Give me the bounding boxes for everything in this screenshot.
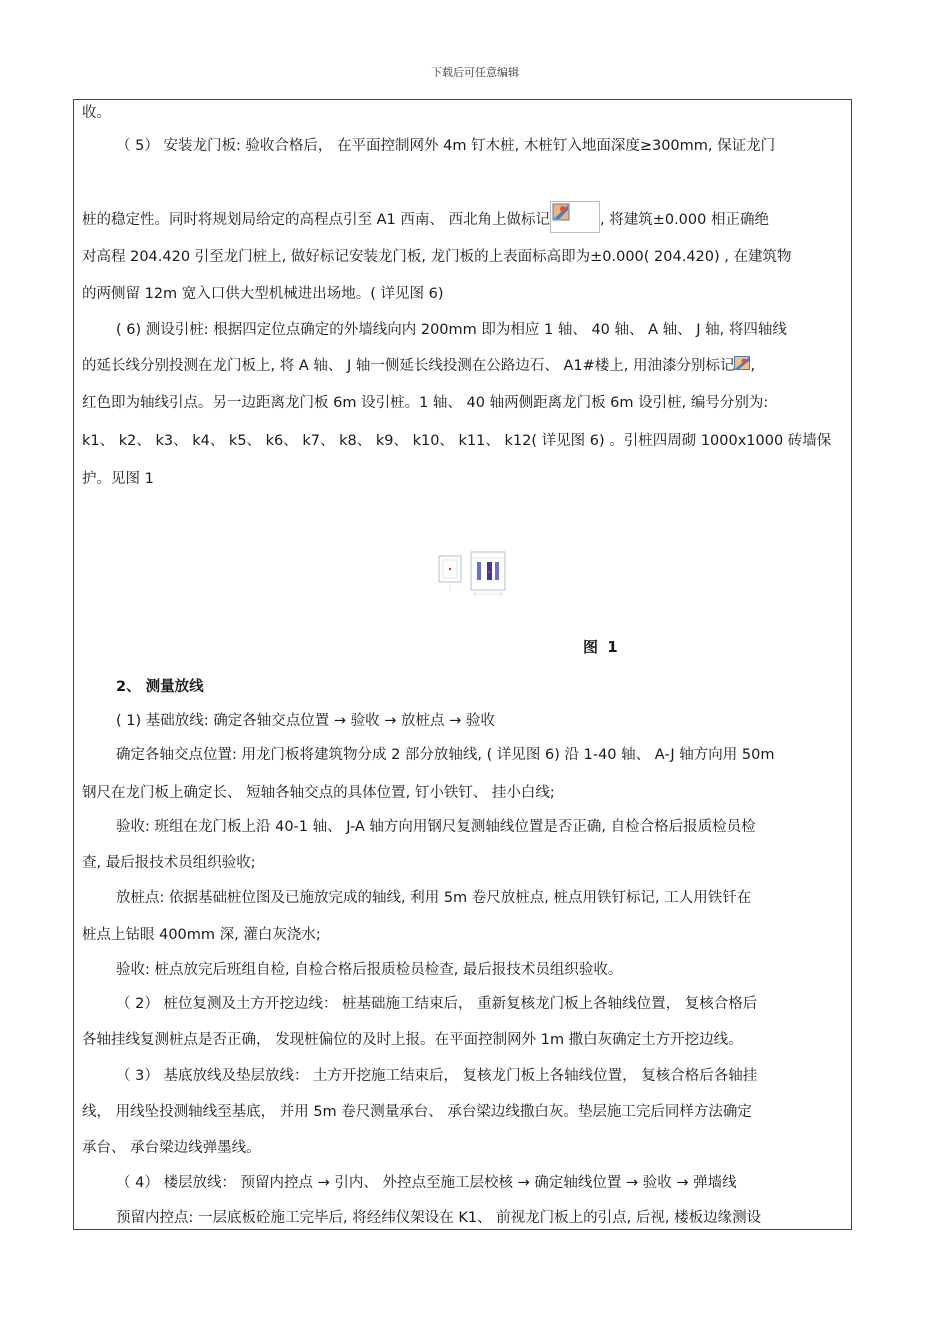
marker-image [550, 201, 600, 239]
text-line: 确定各轴交点位置: 用龙门板将建筑物分成 2 部分放轴线, ( 详见图 6) 沿 1-40 轴、 A-J 轴方向用 50m [116, 747, 775, 763]
text-span: 的延长线分别投测在龙门板上, 将 A 轴、 J 轴一侧延长线投测在公路边石、 A1#楼上, 用油漆分别标记 [82, 358, 735, 374]
text-span: , [750, 358, 756, 374]
page-header: 下载后可任意编辑 [431, 66, 519, 79]
text-line: （ 3） 基底放线及垫层放线： 土方开挖施工结束后， 复核龙门板上各轴线位置， 复核合格后各轴挂 [116, 1068, 758, 1084]
paint-mark-image [734, 356, 750, 376]
text-line: 桩点上钻眼 400mm 深, 灌白灰浇水; [82, 927, 321, 943]
content-frame [73, 99, 852, 1230]
text-line: 验收: 桩点放完后班组自检, 自检合格后报质检员检查, 最后报技术员组织验收。 [116, 962, 623, 978]
text-line: ( 6) 测设引桩: 根据四定位点确定的外墙线向内 200mm 即为相应 1 轴、 40 轴、 A 轴、 J 轴, 将四轴线 [116, 322, 787, 338]
text-line: 钢尺在龙门板上确定长、 短轴各轴交点的具体位置, 钉小铁钉、 挂小白线; [82, 785, 555, 801]
text-line: 预留内控点: 一层底板砼施工完毕后, 将经纬仪架设在 K1、 前视龙门板上的引点, 后视, 楼板边缘测设 [116, 1210, 762, 1226]
text-span: , 将建筑±0.000 相正确绝 [599, 212, 769, 228]
text-line: 放桩点: 依据基础桩位图及已施放完成的轴线, 利用 5m 卷尺放桩点, 桩点用铁钉标记, 工人用铁钎在 [116, 890, 752, 906]
text-line: （ 4） 楼层放线： 预留内控点 → 引内、 外控点至施工层校核 → 确定轴线位置 → 验收 → 弹墙线 [116, 1175, 737, 1191]
figure-1-drawing [435, 548, 515, 600]
text-line: 承台、 承台梁边线弹墨线。 [82, 1140, 261, 1156]
section-heading: 2、 测量放线 [116, 679, 204, 695]
text-line-with-image [82, 356, 844, 376]
text-span: 桩的稳定性。同时将规划局给定的高程点引至 A1 西南、 西北角上做标记 [82, 212, 550, 228]
text-line: 对高程 204.420 引至龙门桩上, 做好标记安装龙门板, 龙门板的上表面标高即为±0.000( 204.420) , 在建筑物 [82, 249, 792, 265]
text-line: 收。 [82, 105, 111, 121]
text-line: 的两侧留 12m 宽入口供大型机械进出场地。( 详见图 6) [82, 286, 444, 302]
text-line: 验收: 班组在龙门板上沿 40-1 轴、 J-A 轴方向用钢尺复测轴线位置是否正确, 自检合格后报质检员检 [116, 819, 756, 835]
text-line: k1、 k2、 k3、 k4、 k5、 k6、 k7、 k8、 k9、 k10、 k11、 k12( 详见图 6) 。引桩四周砌 1000x1000 砖墙保 [82, 433, 832, 449]
text-line: （ 2） 桩位复测及土方开挖边线： 桩基础施工结束后， 重新复核龙门板上各轴线位置， 复核合格后 [116, 996, 758, 1012]
figure-caption: 图 1 [583, 638, 620, 656]
text-line: 红色即为轴线引点。另一边距离龙门板 6m 设引桩。1 轴、 40 轴两侧距离龙门板 6m 设引桩, 编号分别为: [82, 395, 769, 411]
text-line-with-image [82, 201, 844, 239]
text-line: ( 1) 基础放线: 确定各轴交点位置 → 验收 → 放桩点 → 验收 [116, 713, 495, 729]
text-line: 线， 用线坠投测轴线至基底， 并用 5m 卷尺测量承台、 承台梁边线撒白灰。垫层施工完后同样方法确定 [82, 1104, 752, 1120]
text-line: 护。见图 1 [82, 471, 154, 487]
text-line: （ 5） 安装龙门板: 验收合格后， 在平面控制网外 4m 钉木桩, 木桩钉入地面深度≥300mm, 保证龙门 [116, 138, 776, 154]
text-line: 各轴挂线复测桩点是否正确， 发现桩偏位的及时上报。在平面控制网外 1m 撒白灰确定土方开挖边线。 [82, 1032, 743, 1048]
text-line: 查, 最后报技术员组织验收; [82, 855, 256, 871]
